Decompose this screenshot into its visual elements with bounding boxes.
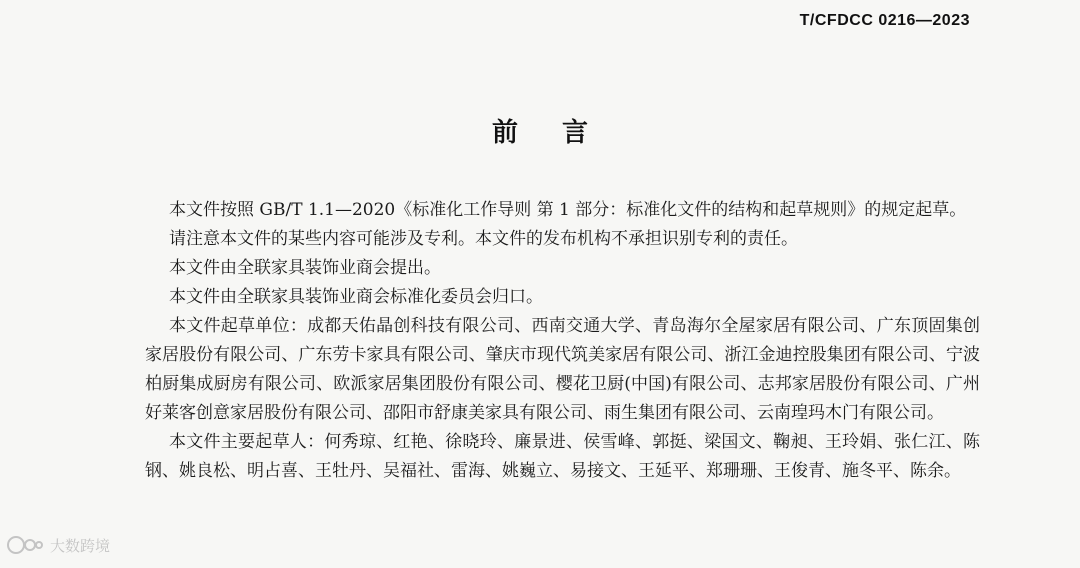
paragraph-drafting-basis: 本文件按照 GB/T 1.1—2020《标准化工作导则 第 1 部分：标准化文件的结构和起草规则》的规定起草。: [169, 200, 967, 220]
paragraph-patent-notice: 请注意本文件的某些内容可能涉及专利。本文件的发布机构不承担识别专利的责任。: [169, 229, 798, 249]
paragraph-main-drafters: 本文件主要起草人：何秀琼、红艳、徐晓玲、廉景进、侯雪峰、郭挺、梁国文、鞠昶、王玲娟、张仁江、陈钢、姚良松、明占喜、王牡丹、吴福社、雷海、姚巍立、易接文、王延平、郑珊珊、王俊青、施冬平、陈余。: [145, 432, 980, 481]
foreword-body: [145, 196, 980, 486]
page-title: 前言: [491, 118, 632, 148]
paragraph-drafting-units: 本文件起草单位：成都天佑晶创科技有限公司、西南交通大学、青岛海尔全屋家居有限公司、广东顶固集创家居股份有限公司、广东劳卡家具有限公司、肇庆市现代筑美家居有限公司、浙江金迪控股集团有限公司、宁波柏厨集成厨房有限公司、欧派家居集团股份有限公司、樱花卫厨(中国)有限公司、志邦家居股份有限公司、广州好莱客创意家居股份有限公司、邵阳市舒康美家具有限公司、雨生集团有限公司、云南瑝玛木门有限公司。: [145, 316, 980, 423]
watermark-text: 大数跨境: [50, 536, 111, 555]
logo-icon: [6, 534, 44, 556]
paragraph-administrator: 本文件由全联家具装饰业商会标准化委员会归口。: [169, 287, 543, 307]
document-code: T/CFDCC 0216—2023: [799, 12, 970, 29]
paragraph-proposer: 本文件由全联家具装饰业商会提出。: [169, 258, 441, 278]
watermark: [6, 534, 110, 556]
